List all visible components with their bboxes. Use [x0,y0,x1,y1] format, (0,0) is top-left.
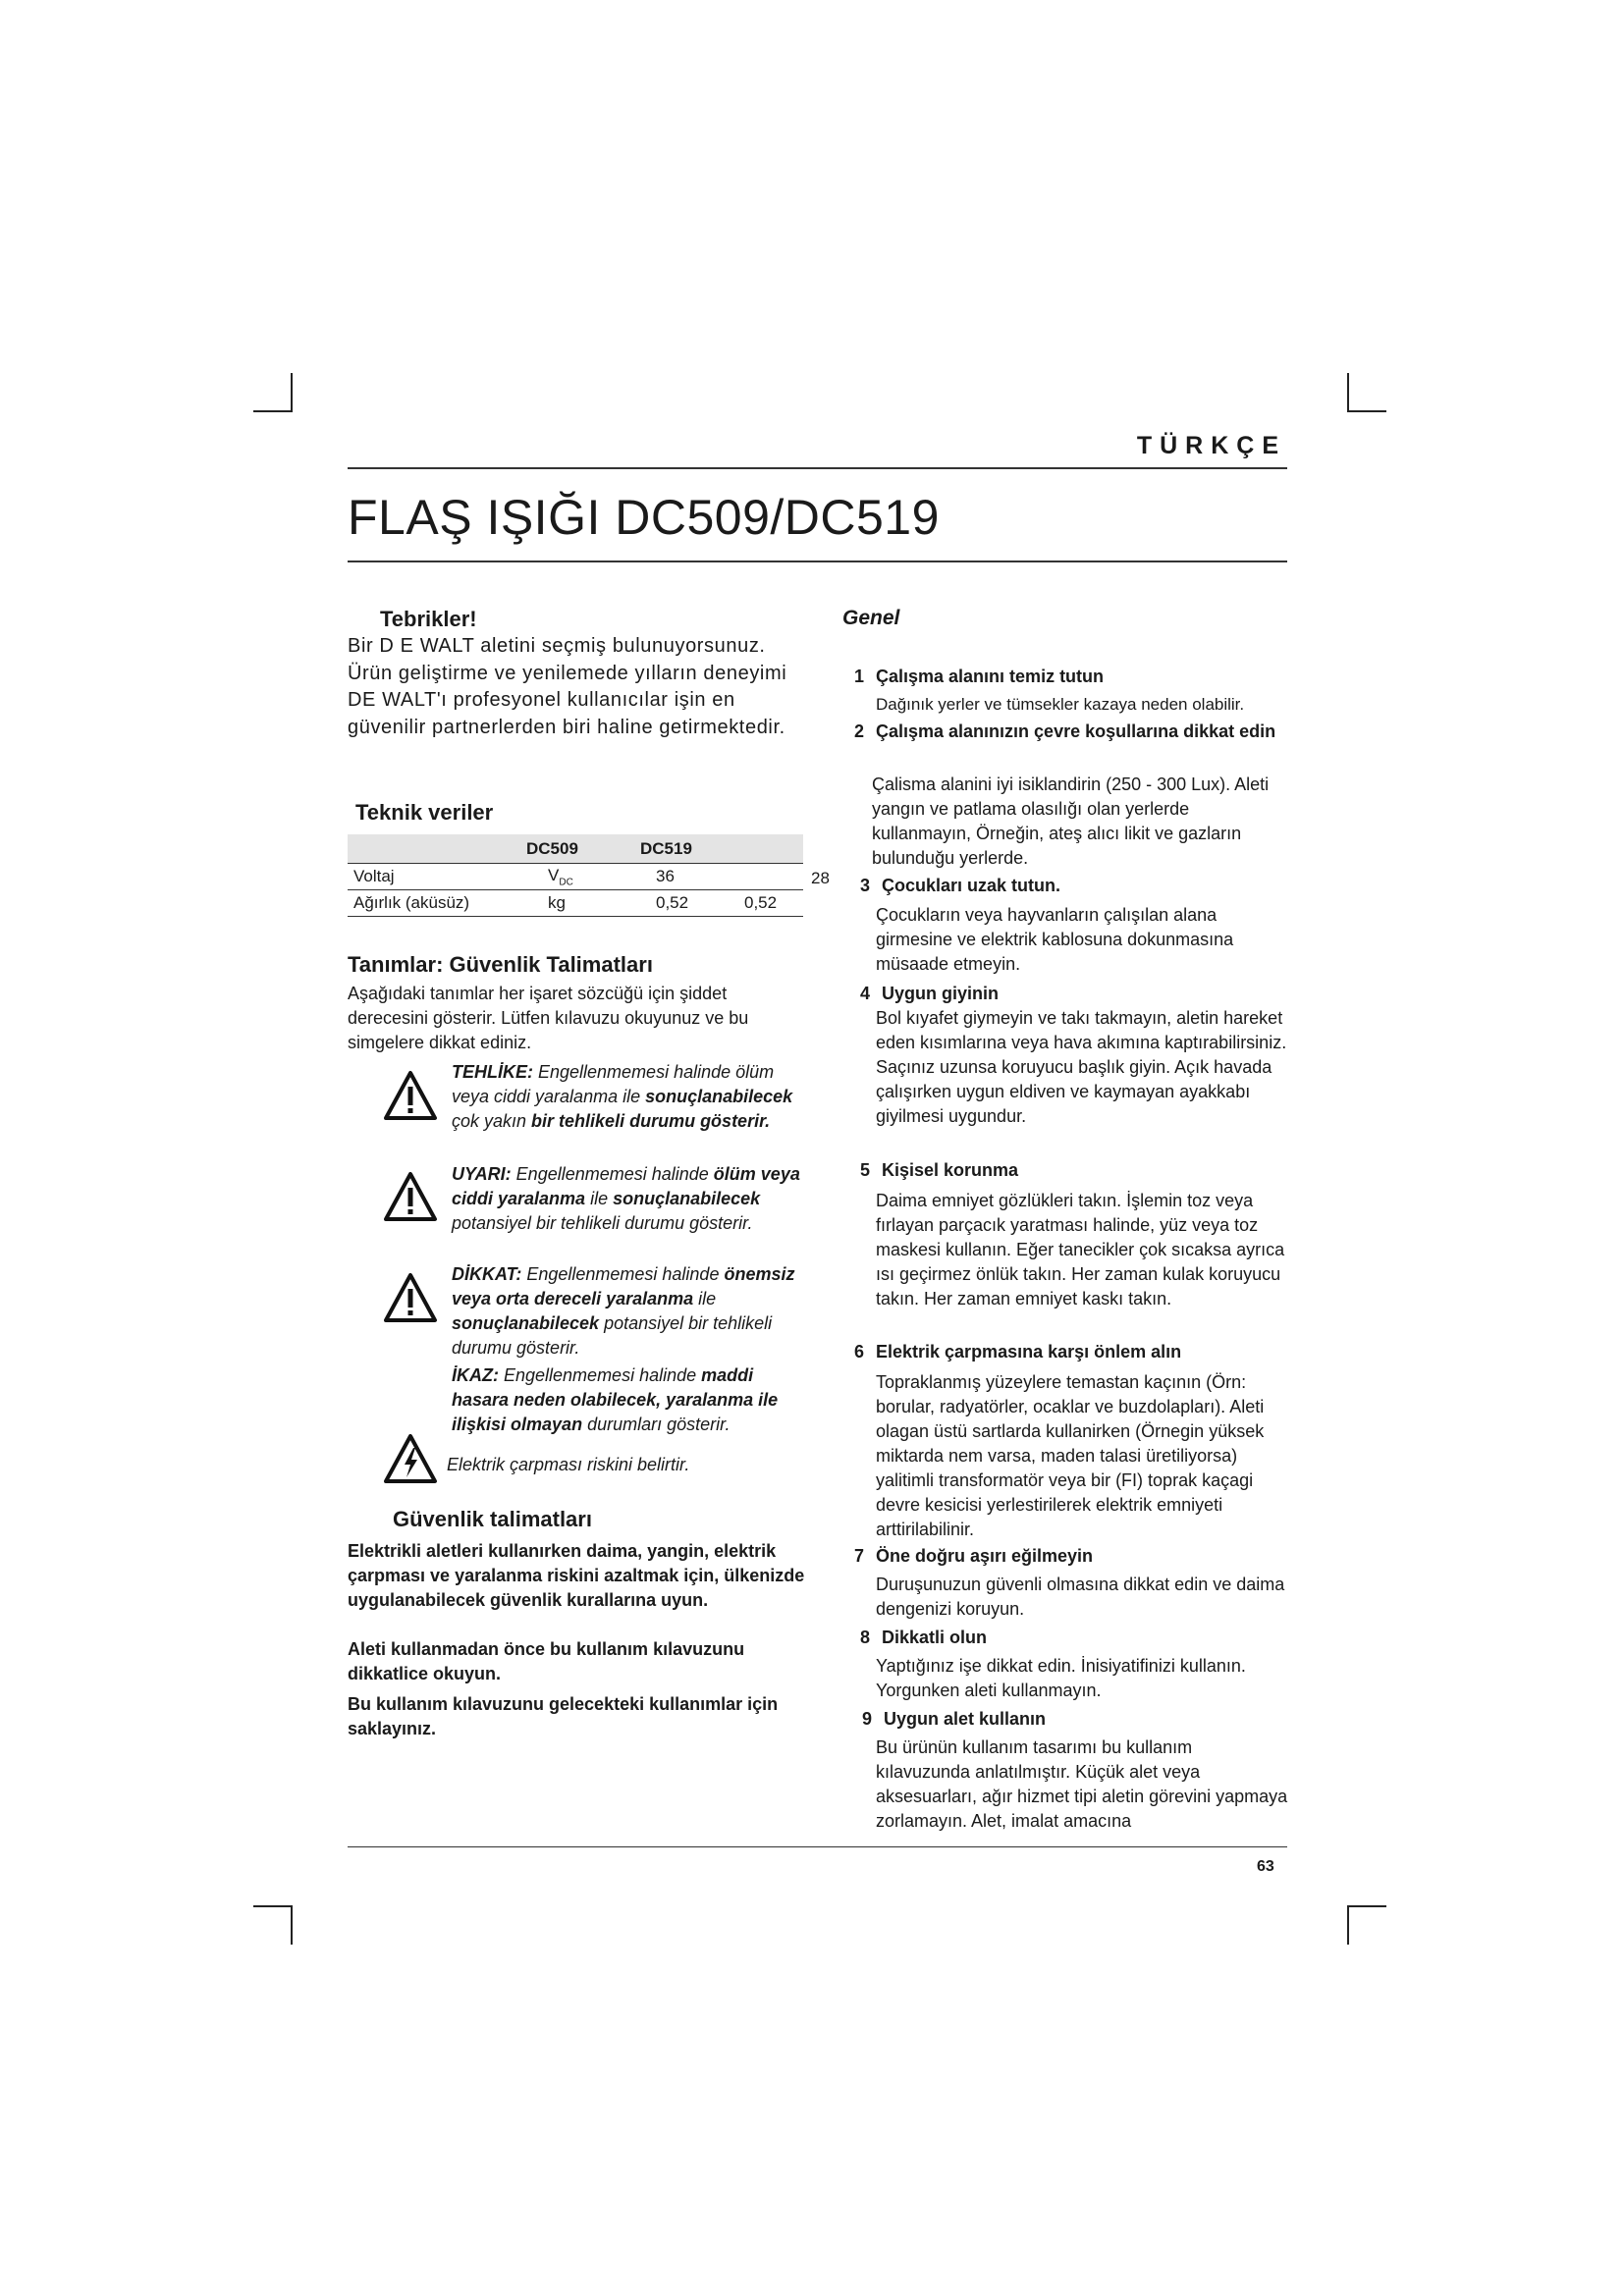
language-label: TÜRKÇE [1136,432,1286,459]
specs-side-value: 28 [811,869,830,887]
general-heading: Genel [842,607,900,629]
safety-paragraph-3: Bu kullanım kılavuzunu gelecekteki kullanımlar için saklayınız. [348,1694,779,1738]
warning-uyari: UYARI: Engellenmemesi halinde ölüm veya ciddi yaralanma ile sonuçlanabilecek potansiyel bir tehlikeli durumu gösterir. [452,1164,800,1233]
crop-mark-bottom-left-v [291,1905,293,1945]
electric-shock-icon [383,1433,438,1484]
specs-row-voltaj [348,864,803,890]
warning-dikkat: DİKKAT: Engellenmemesi halinde önemsiz veya orta dereceli yaralanma ile sonuçlanabilecek potansiyel bir tehlikeli durumu gösterir. [452,1264,795,1358]
general-item-6-body: Topraklanmış yüzeylere temastan kaçının (Örn: borular, radyatörler, ocaklar ve buzdolapları). Aleti olagan üstü sartlarda kullanirken (Örnegin yüksek miktarda nem varsa, maden talasi üretiliyorsa) yalitimli transformatör veya bir (FI) toprak kaçagi devre kesicisi yerlestirilerek elektrik emniyeti arttirilabilinir. [876,1372,1265,1539]
specs-value-1: 0,52 [634,890,738,917]
definitions-heading: Tanımlar: Güvenlik Talimatları [348,952,653,977]
specs-label: Ağırlık (aküsüz) [348,890,520,917]
specs-col-extra [738,834,803,864]
crop-mark-top-left-h [253,410,293,412]
general-item-1-title: 1 Çalışma alanını temiz tutun [854,667,1105,686]
general-item-8-title: 8 Dikkatli olun [860,1628,988,1647]
warning-elektrik: Elektrik çarpması riskini belirtir. [447,1455,690,1474]
general-item-6-title: 6 Elektrik çarpmasına karşı önlem alın [854,1342,1182,1362]
intro-heading: Tebrikler! [380,607,477,631]
specs-table [348,834,803,917]
crop-mark-bottom-right-h [1347,1905,1386,1907]
general-item-9-body: Bu ürünün kullanım tasarımı bu kullanım kılavuzunda anlatılmıştır. Küçük alet veya aksesuarları, ağır hizmet tipi aletin görevini yapmaya zorlamayın. Alet, imalat amacına [876,1737,1288,1831]
general-item-4-body: Bol kıyafet giymeyin ve takı takmayın, aletin hareket eden kısımlarına veya hava akımına kaptırabilirsiniz. Saçınız uzunsa koruyucu başlık giyin. Açık havada çalışırken uygun eldiven ve kaymayan ayakkabı giyilmesi uygundur. [876,1008,1287,1126]
general-item-5-body: Daima emniyet gözlükleri takın. İşlemin toz veya fırlayan parçacık yaratması halinde, yüz veya toz maskesi kullanın. Eğer tanecikler çok sıcaksa ayrıca ısı geçirmez önlük takın. Her zaman kulak koruyucu takın. Her zaman emniyet kaskı takın. [876,1191,1285,1308]
crop-mark-bottom-left-h [253,1905,293,1907]
general-item-8-body: Yaptığınız işe dikkat edin. İnisiyatifinizi kullanın. Yorgunken aleti kullanmayın. [876,1656,1246,1700]
specs-col-dc509: DC509 [520,834,634,864]
title-rule [348,561,1287,562]
general-item-9-title: 9 Uygun alet kullanın [862,1709,1047,1729]
specs-label: Voltaj [348,864,520,890]
specs-value-1: 36 [634,864,738,890]
crop-mark-top-left-v [291,373,293,412]
specs-value-2: 0,52 [738,890,803,917]
specs-unit: $V_{DC}$ [520,864,634,890]
footer-rule [348,1846,1287,1847]
warning-triangle-icon [383,1070,438,1121]
page-number: 63 [1257,1858,1274,1875]
warning-tehlike: TEHLİKE: Engellenmemesi halinde ölüm veya ciddi yaralanma ile sonuçlanabilecek çok yakın bir tehlikeli durumu gösterir. [452,1062,793,1131]
specs-value-2 [738,864,803,890]
general-item-3-title: 3 Çocukları uzak tutun. [860,876,1061,895]
page-title: FLAŞ IŞIĞI DC509/DC519 [348,490,940,545]
specs-col-dc519: DC519 [634,834,738,864]
intro-text: Bir D E WALT aletini seçmiş bulunuyorsunuz. Ürün geliştirme ve yenilemede yılların deneyimi DE WALT'ı profesyonel kullanıcılar işin en güvenilir partnerlerden biri haline getirmektedir. [348,635,787,738]
header-rule [348,467,1287,469]
crop-mark-top-right-h [1347,410,1386,412]
general-item-4-title: 4 Uygun giyinin [860,984,999,1003]
crop-mark-top-right-v [1347,373,1349,412]
general-item-1-body: Dağınık yerler ve tümsekler kazaya neden olabilir. [876,695,1245,714]
general-item-3-body: Çocukların veya hayvanların çalışılan alana girmesine ve elektrik kablosuna dokunmasına müsaade etmeyin. [876,905,1234,974]
warning-ikaz: İKAZ: Engellenmemesi halinde maddi hasara neden olabilecek, yaralanma ile ilişkisi olmayan durumları gösterir. [452,1365,779,1434]
general-item-2-title: 2 Çalışma alanınızın çevre koşullarına dikkat edin [854,721,1276,741]
specs-col-blank-1 [348,834,520,864]
safety-paragraph-1: Elektrikli aletleri kullanırken daima, yangin, elektrik çarpması ve yaralanma riskini azaltmak için, ülkenizde uygulanabilecek güvenlik kurallarına uyun. [348,1541,805,1610]
specs-heading: Teknik veriler [355,800,494,825]
specs-unit: kg [520,890,634,917]
warning-triangle-icon [383,1272,438,1323]
general-item-7-body: Duruşunuzun güvenli olmasına dikkat edin ve daima dengenizi koruyun. [876,1575,1285,1619]
safety-heading: Güvenlik talimatları [393,1507,592,1531]
general-item-5-title: 5 Kişisel korunma [860,1160,1019,1180]
general-item-2-body: Çalisma alanini iyi isiklandirin (250 - 300 Lux). Aleti yangın ve patlama olasılığı olan yerlerde kullanmayın, Örneğin, ateş alıcı likit ve gazların bulunduğu yerlerde. [872,774,1270,868]
general-item-7-title: 7 Öne doğru aşırı eğilmeyin [854,1546,1094,1566]
specs-header-row [348,834,803,864]
definitions-text: Aşağıdaki tanımlar her işaret sözcüğü için şiddet derecesini gösterir. Lütfen kılavuzu okuyunuz ve bu simgelere dikkat ediniz. [348,984,749,1052]
specs-row-agirlik [348,890,803,917]
safety-paragraph-2: Aleti kullanmadan önce bu kullanım kılavuzunu dikkatlice okuyun. [348,1639,745,1683]
warning-triangle-icon [383,1171,438,1222]
crop-mark-bottom-right-v [1347,1905,1349,1945]
